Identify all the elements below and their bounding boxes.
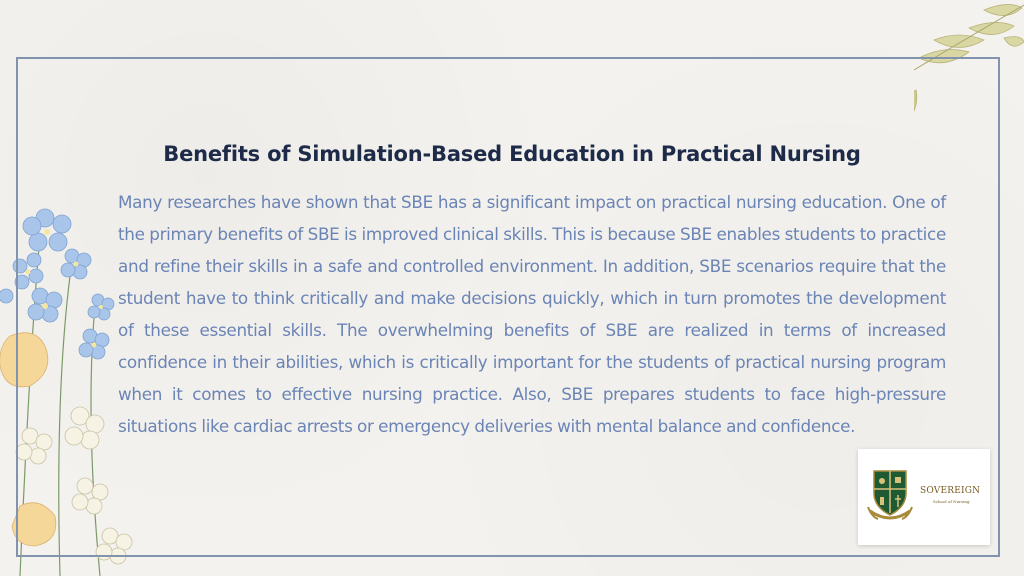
logo-school-subtitle: School of Nursing [933, 499, 970, 504]
logo-school-name: SOVEREIGN [920, 486, 981, 496]
slide-title: Benefits of Simulation-Based Education in Practical Nursing [163, 142, 861, 166]
slide-body-text: Many researches have shown that SBE has a significant impact on practical nursing education. One of the primary benefits of SBE is improved clinical skills. This is because SBE enables students to practice and refine their skills in a safe and controlled environment. In addition, SBE scenarios require that the student have to think critically and make decisions quickly, which in turn promotes the development of these essential skills. The overwhelming benefits of SBE are realized in terms of increased confidence in their abilities, which is critically important for the students of practical nursing program when it comes to effective nursing practice. Also, SBE prepares students to face high-pressure situations like cardiac arrests or emergency deliveries with mental balance and confidence. [118, 192, 946, 436]
shield-crest-icon [864, 467, 916, 523]
school-logo-card [858, 449, 990, 545]
